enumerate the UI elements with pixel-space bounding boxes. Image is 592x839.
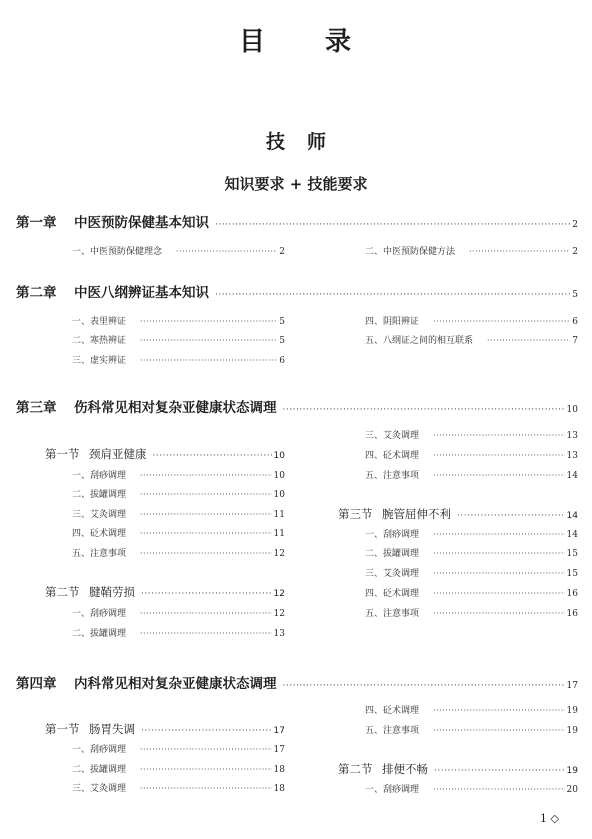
- dot-leader: [434, 762, 565, 780]
- chapter-number: 第二章: [16, 285, 57, 301]
- dot-leader: [433, 528, 565, 542]
- page-number: 10: [273, 451, 285, 461]
- toc-item[interactable]: [365, 315, 578, 329]
- item-label: 四、砭术调理: [365, 451, 420, 461]
- section-title: 肠胃失调: [89, 722, 135, 736]
- toc-item[interactable]: [72, 607, 285, 621]
- item-label: 一、刮痧调理: [365, 530, 420, 540]
- dot-leader: [283, 676, 565, 696]
- dot-leader: [141, 585, 272, 603]
- page-number: 5: [279, 336, 285, 346]
- item-label: 三、艾灸调理: [72, 784, 127, 794]
- item-label: 二、拔罐调理: [72, 490, 127, 500]
- section-title: 腱鞘劳损: [89, 585, 135, 599]
- page-number: 5: [279, 317, 285, 327]
- page-number: 10: [273, 490, 285, 500]
- dot-leader: [433, 704, 565, 718]
- toc-item[interactable]: [365, 567, 578, 581]
- item-label: 一、刮痧调理: [72, 471, 127, 481]
- page-number: 2: [572, 220, 578, 230]
- toc-item[interactable]: [72, 508, 285, 522]
- page-number: 15: [566, 549, 578, 559]
- section-entry[interactable]: [338, 505, 578, 525]
- level-heading-part: 技: [265, 131, 285, 153]
- item-label: 四、砭术调理: [365, 589, 420, 599]
- dot-leader: [140, 627, 272, 641]
- dot-leader: [433, 547, 565, 561]
- dot-leader: [215, 285, 570, 305]
- page-title: [0, 22, 592, 62]
- toc-item[interactable]: [365, 429, 578, 443]
- dot-leader: [433, 315, 570, 329]
- chapter-entry[interactable]: [16, 213, 578, 235]
- folio: 1 ◇: [540, 812, 559, 825]
- dot-leader: [469, 245, 570, 259]
- chapter-entry[interactable]: [16, 398, 578, 420]
- toc-item[interactable]: [365, 334, 578, 348]
- page-title-part: 录: [325, 27, 354, 57]
- page-number: 5: [572, 290, 578, 300]
- item-label: 二、寒热辨证: [72, 336, 127, 346]
- level-heading-part: 师: [307, 131, 327, 153]
- page-number: 7: [572, 336, 578, 346]
- chapter-title: 中医预防保健基本知识: [74, 215, 209, 231]
- page-number: 14: [566, 471, 578, 481]
- page-number: 11: [273, 510, 285, 520]
- section-entry[interactable]: [45, 720, 285, 740]
- page-number: 19: [566, 766, 578, 776]
- page-number: 13: [566, 431, 578, 441]
- section-title: 颈肩亚健康: [89, 447, 147, 461]
- dot-leader: [433, 469, 565, 483]
- item-label: 五、注意事项: [365, 609, 420, 619]
- dot-leader: [140, 508, 272, 522]
- page-number: 19: [566, 726, 578, 736]
- dot-leader: [140, 334, 277, 348]
- page-number: 10: [566, 405, 578, 415]
- page-number: 13: [273, 629, 285, 639]
- chapter-number: 第四章: [16, 676, 57, 692]
- page-number: 12: [273, 589, 285, 599]
- item-label: 四、砭术调理: [365, 706, 420, 716]
- dot-leader: [140, 607, 272, 621]
- toc-item[interactable]: [365, 783, 578, 797]
- page-number: 14: [566, 511, 578, 521]
- toc-item[interactable]: [72, 469, 285, 483]
- page-number: 11: [273, 529, 285, 539]
- toc-item[interactable]: [72, 315, 285, 329]
- toc-item[interactable]: [365, 607, 578, 621]
- section-entry[interactable]: [45, 583, 285, 603]
- toc-item[interactable]: [72, 488, 285, 502]
- chapter-entry[interactable]: [16, 674, 578, 696]
- item-label: 三、艾灸调理: [365, 569, 420, 579]
- item-label: 一、表里辨证: [72, 317, 127, 327]
- dot-leader: [140, 547, 272, 561]
- page-number: 19: [566, 706, 578, 716]
- toc-item[interactable]: [72, 354, 285, 368]
- dot-leader: [433, 607, 565, 621]
- item-label: 三、艾灸调理: [365, 431, 420, 441]
- toc-item[interactable]: [365, 547, 578, 561]
- section-number: 第二节: [45, 585, 80, 599]
- section-number: 第一节: [45, 447, 80, 461]
- page-title-part: 目: [238, 27, 267, 57]
- toc-item[interactable]: [365, 245, 578, 259]
- item-label: 五、注意事项: [365, 726, 420, 736]
- dot-leader: [140, 488, 272, 502]
- toc-item[interactable]: [365, 724, 578, 738]
- dot-leader: [176, 245, 277, 259]
- page-number: 20: [566, 785, 578, 795]
- page-number: 18: [273, 765, 285, 775]
- item-label: 四、阴阳辨证: [365, 317, 420, 327]
- section-entry[interactable]: [338, 760, 578, 780]
- item-label: 二、拔罐调理: [72, 629, 127, 639]
- page-number: 15: [566, 569, 578, 579]
- level-heading: [0, 128, 592, 156]
- dot-leader: [140, 354, 277, 368]
- dot-leader: [433, 724, 565, 738]
- page-number: 16: [566, 609, 578, 619]
- dot-leader: [487, 334, 570, 348]
- item-label: 一、刮痧调理: [72, 745, 127, 755]
- page-number: 17: [273, 726, 285, 736]
- toc-item[interactable]: [72, 627, 285, 641]
- dot-leader: [215, 215, 570, 235]
- toc-item[interactable]: [72, 782, 285, 796]
- toc-item[interactable]: [72, 334, 285, 348]
- section-title: 排便不畅: [382, 762, 428, 776]
- toc-item[interactable]: [365, 469, 578, 483]
- dot-leader: [140, 315, 277, 329]
- dot-leader: [140, 527, 272, 541]
- dot-leader: [433, 429, 565, 443]
- subtitle: 知识要求 + 技能要求: [224, 175, 368, 193]
- toc-item[interactable]: [365, 704, 578, 718]
- dot-leader: [433, 783, 565, 797]
- item-label: 五、注意事项: [365, 471, 420, 481]
- page-number: 6: [572, 317, 578, 327]
- section-number: 第一节: [45, 722, 80, 736]
- dot-leader: [153, 447, 272, 465]
- dot-leader: [140, 469, 272, 483]
- dot-leader: [140, 782, 272, 796]
- dot-leader: [140, 743, 272, 757]
- item-label: 五、注意事项: [72, 549, 127, 559]
- toc-item[interactable]: [365, 449, 578, 463]
- item-label: 三、艾灸调理: [72, 510, 127, 520]
- toc-item[interactable]: [72, 743, 285, 757]
- chapter-title: 伤科常见相对复杂亚健康状态调理: [74, 400, 277, 416]
- item-label: 一、刮痧调理: [72, 609, 127, 619]
- chapter-entry[interactable]: [16, 283, 578, 305]
- section-number: 第三节: [338, 507, 373, 521]
- page-number: 14: [566, 530, 578, 540]
- toc-item[interactable]: [72, 547, 285, 561]
- dot-leader: [457, 507, 565, 525]
- dot-leader: [433, 449, 565, 463]
- dot-leader: [141, 722, 272, 740]
- page-number: 2: [572, 247, 578, 257]
- page-number: 17: [273, 745, 285, 755]
- item-label: 二、中医预防保健方法: [365, 247, 456, 257]
- page-number: 12: [273, 609, 285, 619]
- page-number: 6: [279, 356, 285, 366]
- chapter-number: 第一章: [16, 215, 57, 231]
- item-label: 一、中医预防保健理念: [72, 247, 163, 257]
- item-label: 二、拔罐调理: [365, 549, 420, 559]
- toc-item[interactable]: [365, 587, 578, 601]
- page-number: 13: [566, 451, 578, 461]
- chapter-title: 中医八纲辨证基本知识: [74, 285, 209, 301]
- chapter-title: 内科常见相对复杂亚健康状态调理: [74, 676, 277, 692]
- dot-leader: [433, 587, 565, 601]
- page-number: 10: [273, 471, 285, 481]
- item-label: 一、刮痧调理: [365, 785, 420, 795]
- page-number: 2: [279, 247, 285, 257]
- section-title: 腕管屈伸不利: [382, 507, 451, 521]
- chapter-number: 第三章: [16, 400, 57, 416]
- item-label: 四、砭术调理: [72, 529, 127, 539]
- item-label: 三、虚实辨证: [72, 356, 127, 366]
- section-entry[interactable]: [45, 445, 285, 465]
- item-label: 五、八纲证之间的相互联系: [365, 336, 474, 346]
- page-number: 18: [273, 784, 285, 794]
- section-number: 第二节: [338, 762, 373, 776]
- item-label: 二、拔罐调理: [72, 765, 127, 775]
- dot-leader: [283, 400, 565, 420]
- toc-item[interactable]: [72, 245, 285, 259]
- page-number: 17: [566, 681, 578, 691]
- dot-leader: [140, 763, 272, 777]
- toc-item[interactable]: [365, 528, 578, 542]
- page-number: 12: [273, 549, 285, 559]
- page-number: 16: [566, 589, 578, 599]
- dot-leader: [433, 567, 565, 581]
- toc-item[interactable]: [72, 527, 285, 541]
- toc-item[interactable]: [72, 763, 285, 777]
